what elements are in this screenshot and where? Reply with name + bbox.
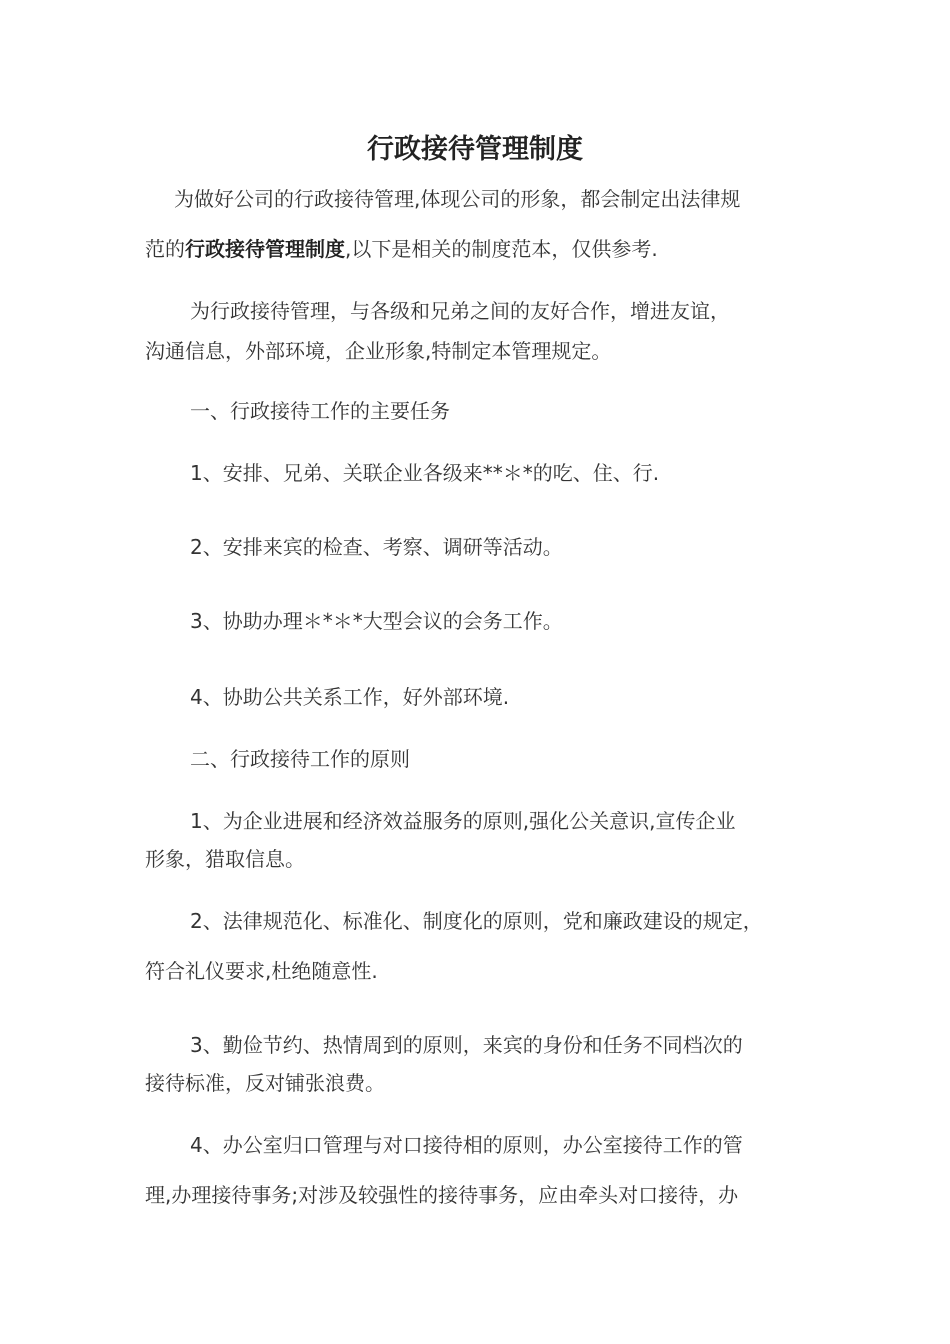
principle-4-line-1: 4、办公室归口管理与对口接待相的原则，办公室接待工作的管 — [190, 1133, 743, 1157]
principle-2-line-1: 2、法律规范化、标准化、制度化的原则，党和廉政建设的规定， — [190, 909, 763, 933]
intro-line-2 — [145, 234, 825, 264]
principle-3-line-2: 接待标准，反对铺张浪费。 — [145, 1071, 385, 1095]
purpose-line-1: 为行政接待管理，与各级和兄弟之间的友好合作，增进友谊， — [190, 299, 730, 323]
intro-line-1: 为做好公司的行政接待管理,体现公司的形象，都会制定出法律规 — [174, 187, 741, 211]
intro-prefix: 范的 — [145, 237, 185, 261]
principle-2-line-2: 符合礼仪要求,杜绝随意性. — [145, 959, 378, 983]
task-item-1: 1、安排、兄弟、关联企业各级来**＊*的吃、住、行. — [190, 461, 660, 485]
principle-3-line-1: 3、勤俭节约、热情周到的原则，来宾的身份和任务不同档次的 — [190, 1033, 743, 1057]
principle-1-line-2: 形象，猎取信息。 — [145, 847, 305, 871]
task-item-4: 4、协助公共关系工作，好外部环境. — [190, 685, 510, 709]
task-item-2: 2、安排来宾的检查、考察、调研等活动。 — [190, 535, 563, 559]
principle-4-line-2: 理,办理接待事务;对涉及较强性的接待事务，应由牵头对口接待，办 — [145, 1183, 739, 1207]
section-1-heading: 一、行政接待工作的主要任务 — [190, 399, 450, 423]
principle-1-line-1: 1、为企业进展和经济效益服务的原则,强化公关意识,宣传企业 — [190, 809, 736, 833]
intro-bold-term: 行政接待管理制度 — [185, 237, 345, 261]
intro-suffix: ,以下是相关的制度范本，仅供参考. — [345, 237, 658, 261]
task-item-3: 3、协助办理＊*＊*大型会议的会务工作。 — [190, 609, 563, 633]
purpose-line-2: 沟通信息，外部环境，企业形象,特制定本管理规定。 — [145, 339, 612, 363]
section-2-heading: 二、行政接待工作的原则 — [190, 747, 410, 771]
document-title: 行政接待管理制度 — [367, 134, 583, 165]
